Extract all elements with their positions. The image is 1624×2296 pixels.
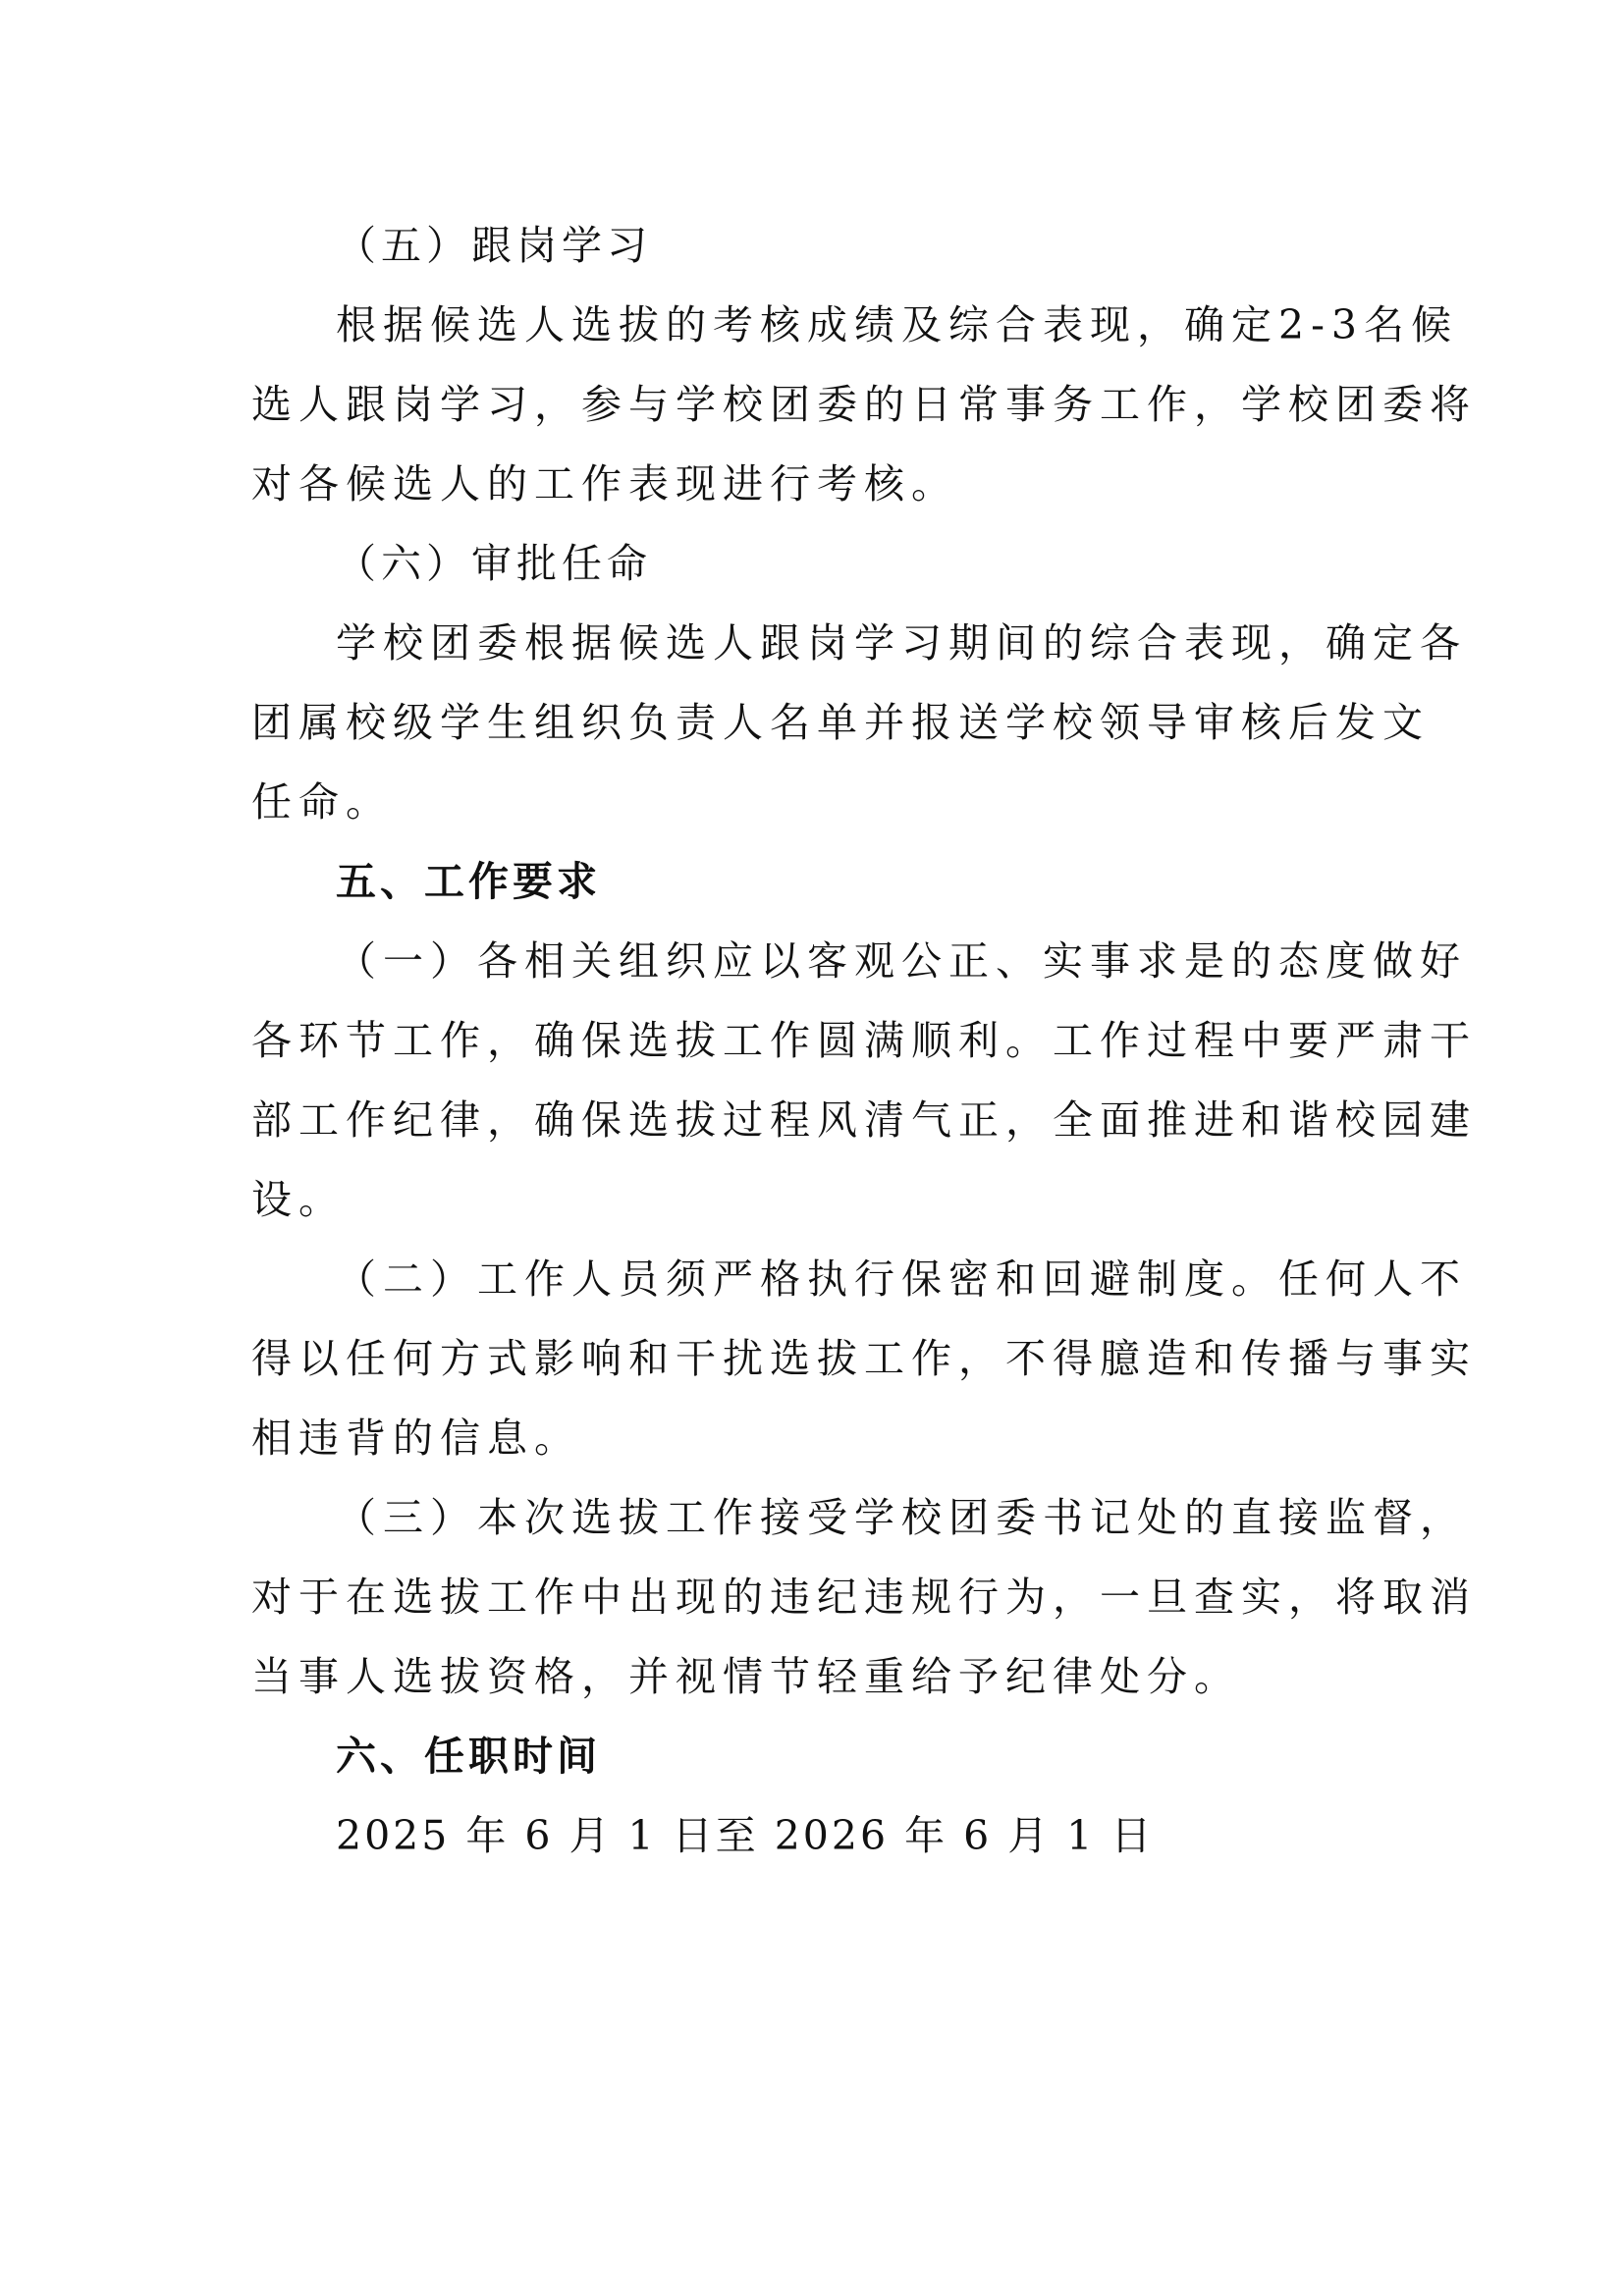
paragraph-line: （二）工作人员须严格执行保密和回避制度。任何人不 [336,1255,1467,1303]
paragraph-line: 得以任何方式影响和干扰选拔工作，不得臆造和传播与事实 [251,1335,1477,1382]
heading-work-requirements: 五、工作要求 [336,858,601,905]
subheading-job-shadowing: （五）跟岗学习 [336,222,652,269]
paragraph-line: （三）本次选拔工作接受学校团委书记处的直接监督， [336,1494,1467,1541]
paragraph-line: 对于在选拔工作中出现的违纪违规行为，一旦查实，将取消 [251,1574,1477,1621]
document-body [251,206,1477,1876]
paragraph-line: （一）各相关组织应以客观公正、实事求是的态度做好 [336,937,1467,985]
paragraph-line: 学校团委根据候选人跟岗学习期间的综合表现，确定各 [336,619,1467,667]
paragraph-line: 对各候选人的工作表现进行考核。 [251,460,958,507]
paragraph-line: 相违背的信息。 [251,1415,581,1462]
term-date-range: 2025 年 6 月 1 日至 2026 年 6 月 1 日 [336,1812,1155,1859]
paragraph-line: 各环节工作，确保选拔工作圆满顺利。工作过程中要严肃干 [251,1017,1477,1064]
paragraph-line: 部工作纪律，确保选拔过程风清气正，全面推进和谐校园建 [251,1096,1477,1144]
subheading-approval-appointment: （六）审批任命 [336,540,652,587]
paragraph-line: 当事人选拔资格，并视情节轻重给予纪律处分。 [251,1653,1241,1700]
paragraph-line: 根据候选人选拔的考核成绩及综合表现，确定2-3名候 [336,301,1459,348]
paragraph-line: 选人跟岗学习，参与学校团委的日常事务工作，学校团委将 [251,381,1477,428]
paragraph-line: 团属校级学生组织负责人名单并报送学校领导审核后发文 [251,699,1430,746]
paragraph-line: 设。 [251,1176,346,1223]
heading-term-of-office: 六、任职时间 [336,1733,601,1780]
paragraph-line: 任命。 [251,778,393,826]
